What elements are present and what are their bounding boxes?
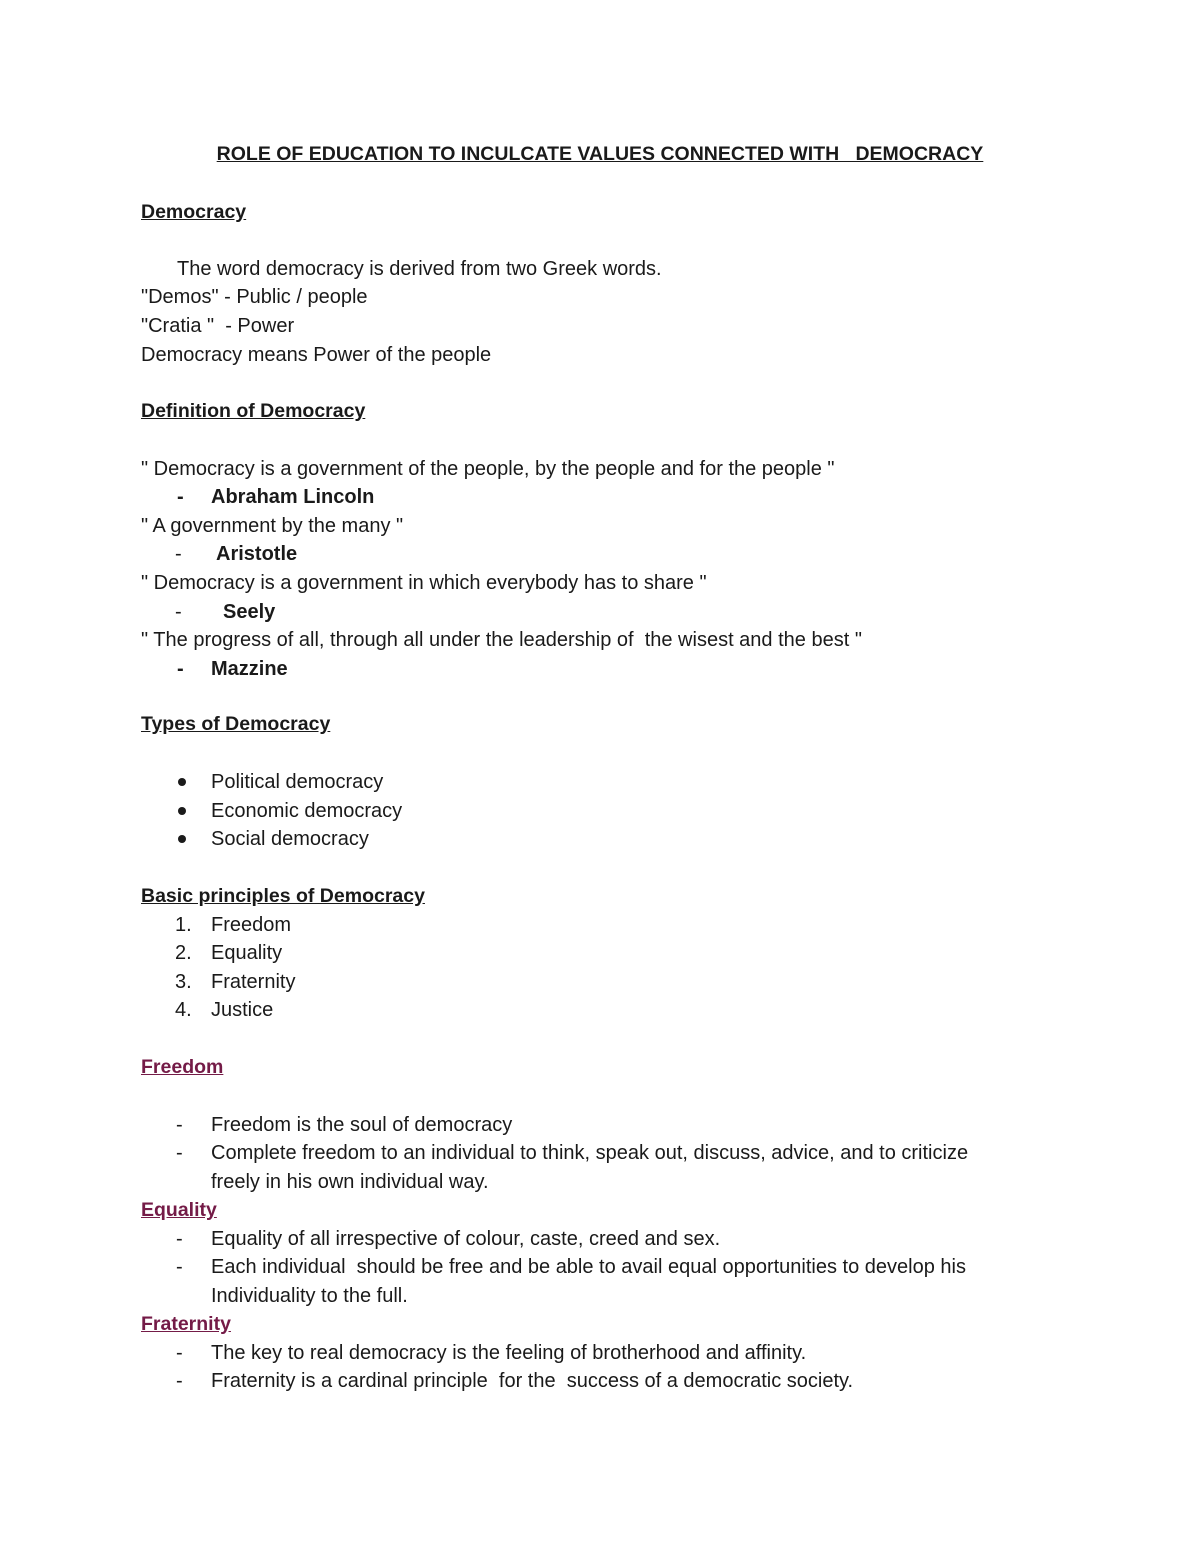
quote-author: Mazzine — [211, 658, 288, 680]
quote-author: Abraham Lincoln — [211, 486, 375, 508]
dash-marker: - — [176, 1142, 183, 1164]
quote-dash: - — [177, 486, 184, 508]
list-number: 2. — [175, 942, 192, 964]
quote-author: Aristotle — [216, 543, 298, 565]
bullet-dot — [178, 835, 186, 843]
quote-dash: - — [175, 601, 182, 623]
quote-text: " A government by the many " — [141, 515, 404, 537]
list-item: Fraternity — [211, 971, 296, 993]
heading-types: Types of Democracy — [141, 713, 331, 735]
list-item: Social democracy — [211, 828, 369, 850]
list-number: 1. — [175, 914, 192, 936]
heading-principles: Basic principles of Democracy — [141, 885, 425, 907]
point-text: Each individual should be free and be able to avail equal opportunities to develop his — [211, 1256, 966, 1278]
heading-definition: Definition of Democracy — [141, 400, 366, 422]
bullet-dot — [178, 778, 186, 786]
point-text: Fraternity is a cardinal principle for the success of a democratic society. — [211, 1370, 854, 1392]
point-text: Equality of all irrespective of colour, caste, creed and sex. — [211, 1228, 721, 1250]
quote-author: Seely — [223, 601, 276, 623]
point-text: freely in his own individual way. — [211, 1171, 489, 1193]
list-item: Economic democracy — [211, 800, 403, 822]
list-item: Freedom — [211, 914, 292, 936]
quote-text: " Democracy is a government of the people, by the people and for the people " — [141, 458, 835, 480]
heading-freedom: Freedom — [141, 1056, 224, 1078]
quote-dash: - — [177, 658, 184, 680]
point-text: Freedom is the soul of democracy — [211, 1114, 513, 1136]
quote-text: " Democracy is a government in which everybody has to share " — [141, 572, 707, 594]
dash-marker: - — [176, 1370, 183, 1392]
heading-equality: Equality — [141, 1199, 217, 1221]
democracy-line: The word democracy is derived from two Greek words. — [177, 258, 662, 280]
list-item: Justice — [211, 999, 274, 1021]
list-item: Political democracy — [211, 771, 384, 793]
list-number: 4. — [175, 999, 192, 1021]
point-text: Complete freedom to an individual to think, speak out, discuss, advice, and to criticize — [211, 1142, 969, 1164]
bullet-dot — [178, 807, 186, 815]
dash-marker: - — [176, 1256, 183, 1278]
democracy-line: Democracy means Power of the people — [141, 344, 492, 366]
list-item: Equality — [211, 942, 283, 964]
point-text: The key to real democracy is the feeling of brotherhood and affinity. — [211, 1342, 807, 1364]
democracy-line: "Demos" - Public / people — [141, 286, 368, 308]
quote-text: " The progress of all, through all under the leadership of the wisest and the best " — [141, 629, 862, 651]
democracy-line: "Cratia " - Power — [141, 315, 295, 337]
heading-fraternity: Fraternity — [141, 1313, 231, 1335]
dash-marker: - — [176, 1228, 183, 1250]
quote-dash: - — [175, 543, 182, 565]
heading-democracy: Democracy — [141, 201, 247, 223]
dash-marker: - — [176, 1342, 183, 1364]
dash-marker: - — [176, 1114, 183, 1136]
list-number: 3. — [175, 971, 192, 993]
document-title: ROLE OF EDUCATION TO INCULCATE VALUES CONNECTED WITH DEMOCRACY — [216, 143, 984, 165]
point-text: Individuality to the full. — [211, 1285, 408, 1307]
